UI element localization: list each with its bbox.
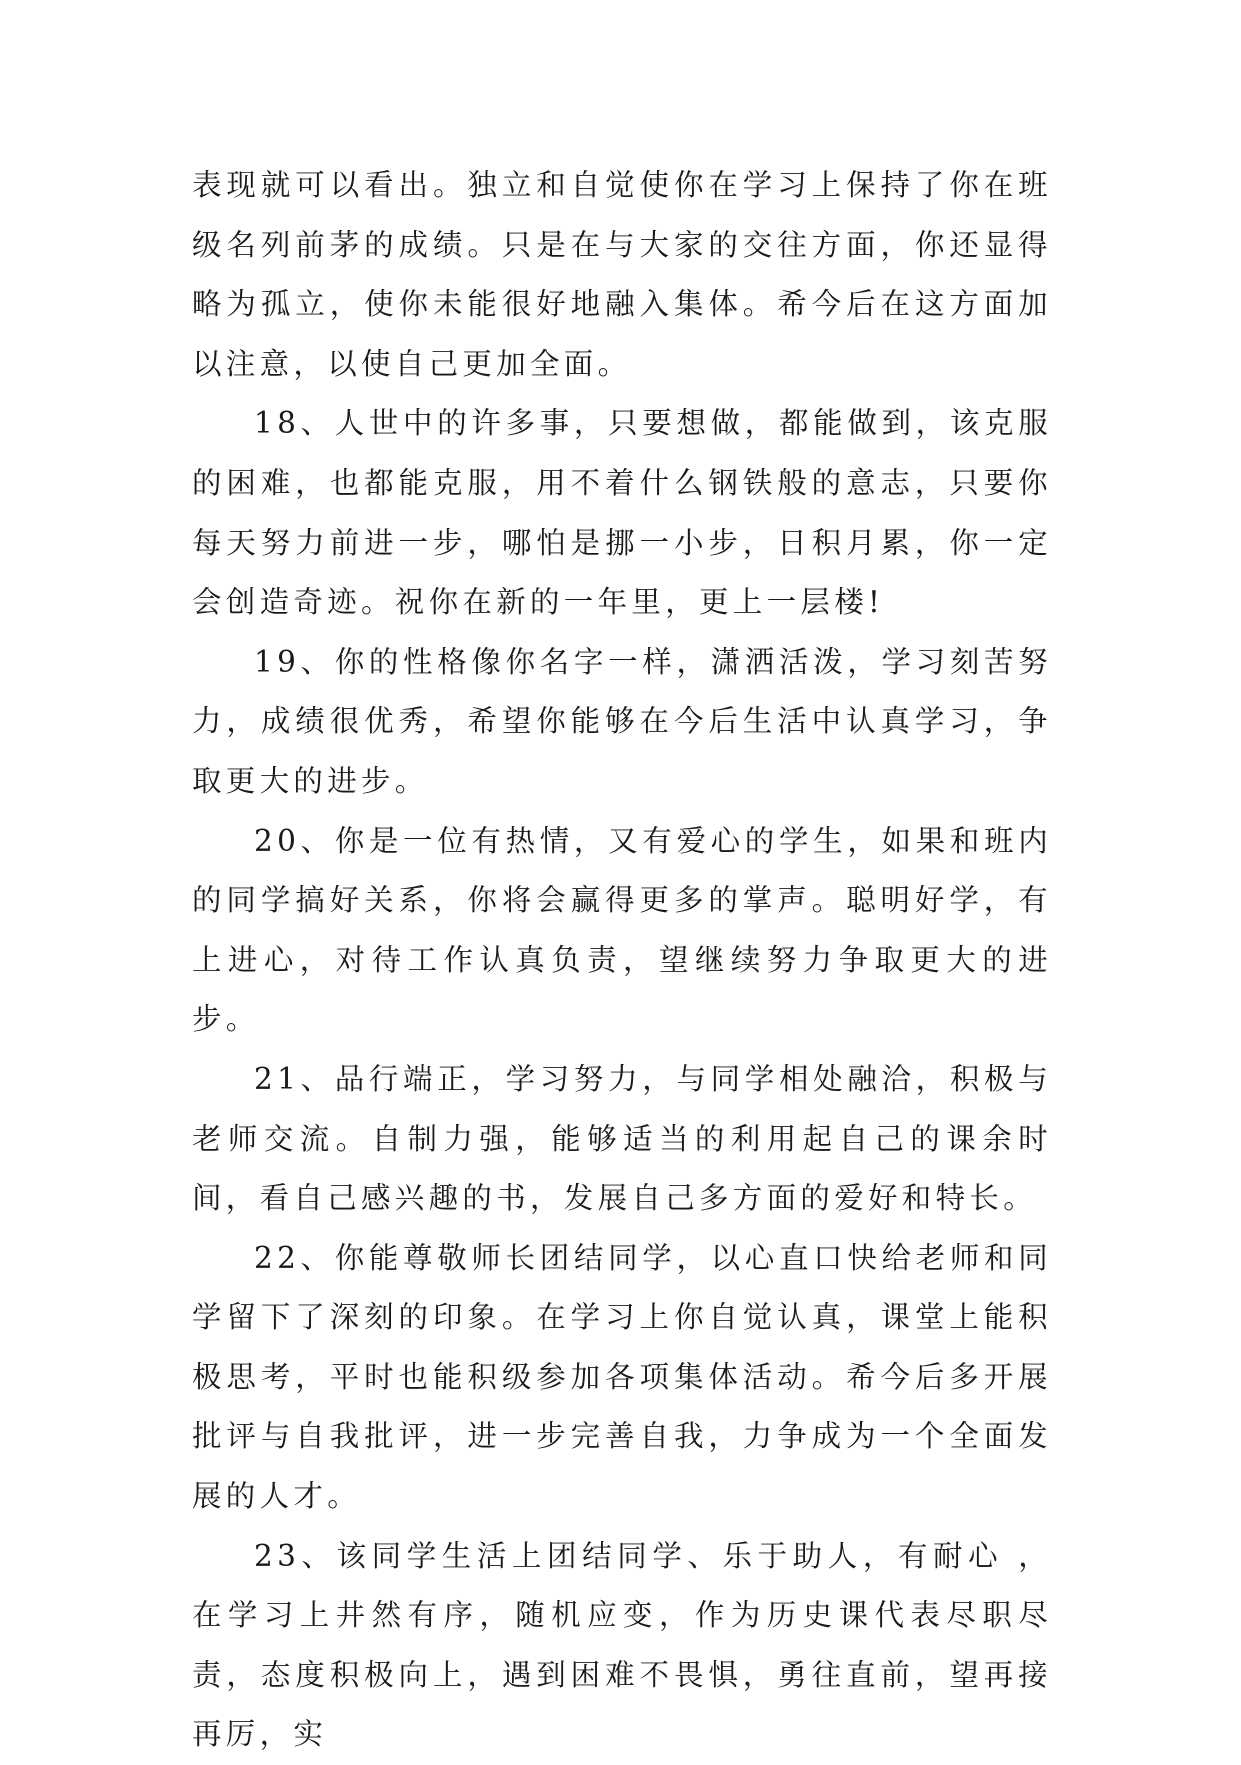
paragraph-comment-20: 20、你是一位有热情，又有爱心的学生，如果和班内的同学搞好关系，你将会赢得更多的掌声。聪明好学，有上进心，对待工作认真负责，望继续努力争取更大的进步。 <box>192 823 1052 1037</box>
paragraph-comment-23: 23、该同学生活上团结同学、乐于助人，有耐心 ，在学习上井然有序，随机应变，作为历史课代表尽职尽责，态度积极向上，遇到困难不畏惧，勇往直前，望再接再厉，实 <box>192 1538 1052 1752</box>
paragraph-comment-19: 19、你的性格像你名字一样，潇洒活泼，学习刻苦努力，成绩很优秀，希望你能够在今后生活中认真学习，争取更大的进步。 <box>192 644 1052 798</box>
paragraph-comment-21: 21、品行端正，学习努力，与同学相处融洽，积极与老师交流。自制力强，能够适当的利用起自己的课余时间，看自己感兴趣的书，发展自己多方面的爱好和特长。 <box>192 1061 1052 1216</box>
paragraph-comment-22: 22、你能尊敬师长团结同学，以心直口快给老师和同学留下了深刻的印象。在学习上你自觉认真，课堂上能积极思考，平时也能积级参加各项集体活动。希今后多开展批评与自我批评，进一步完善自我，力争成为一个全面发展的人才。 <box>192 1240 1052 1514</box>
document-body <box>192 156 1052 1765</box>
paragraph-comment-18: 18、人世中的许多事，只要想做，都能做到，该克服的困难，也都能克服，用不着什么钢铁般的意志，只要你每天努力前进一步，哪怕是挪一小步，日积月累，你一定会创造奇迹。祝你在新的一年里，更上一层楼! <box>192 406 1052 620</box>
paragraph-continued: 表现就可以看出。独立和自觉使你在学习上保持了你在班级名列前茅的成绩。只是在与大家的交往方面，你还显得略为孤立，使你未能很好地融入集体。希今后在这方面加以注意，以使自己更加全面。 <box>192 168 1052 381</box>
